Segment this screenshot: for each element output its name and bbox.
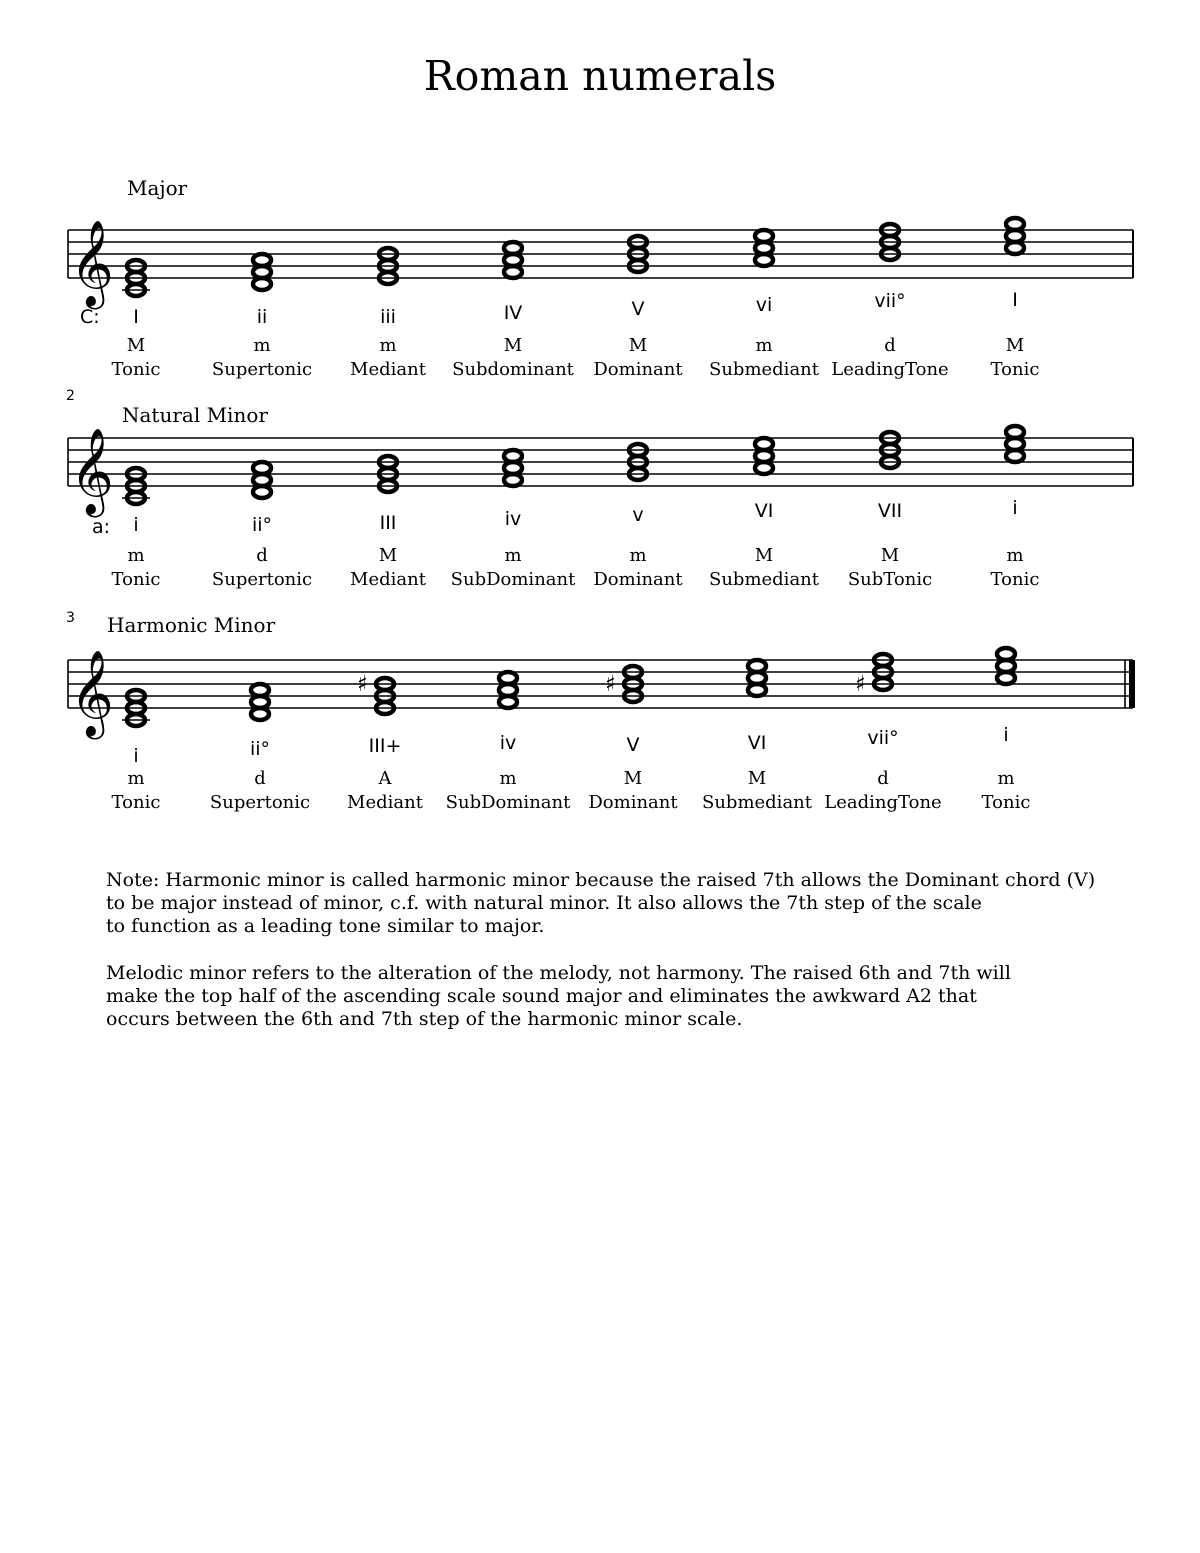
- chord: [755, 438, 773, 474]
- chord: [253, 462, 271, 498]
- chord-quality: M: [628, 335, 648, 356]
- whole-note: [253, 254, 271, 266]
- scale-function: SubTonic: [847, 569, 933, 590]
- chord: [748, 660, 766, 696]
- roman-numeral: vii°: [867, 727, 899, 749]
- whole-note: [997, 648, 1015, 660]
- staff: [0, 418, 1200, 518]
- chord-quality: M: [880, 545, 900, 566]
- whole-note: [251, 684, 269, 696]
- roman-numeral: iv: [499, 732, 517, 754]
- chord-quality: m: [1006, 545, 1024, 566]
- chord-quality: m: [379, 335, 397, 356]
- system-label: Natural Minor: [122, 403, 268, 427]
- staff: [0, 210, 1200, 310]
- scale-function: Mediant: [350, 359, 426, 380]
- scale-function: Dominant: [593, 359, 683, 380]
- roman-numeral: vi: [755, 294, 773, 316]
- chord: [997, 648, 1015, 684]
- system-label: Harmonic Minor: [107, 613, 276, 637]
- scale-function: Tonic: [990, 359, 1040, 380]
- scale-function: Tonic: [990, 569, 1040, 590]
- scale-function: Supertonic: [211, 359, 313, 380]
- whole-note: [504, 242, 522, 254]
- final-barline-thick: [1129, 660, 1135, 708]
- whole-note: [253, 462, 271, 474]
- roman-numeral: IV: [503, 302, 523, 324]
- scale-function: Dominant: [593, 569, 683, 590]
- chord-quality: d: [884, 335, 896, 356]
- scale-function: Tonic: [111, 359, 161, 380]
- roman-numeral: iii: [380, 306, 396, 328]
- roman-numeral: i: [133, 745, 139, 767]
- scale-function: Subdominant: [452, 359, 574, 380]
- chord-quality: m: [629, 545, 647, 566]
- chord-quality: m: [755, 335, 773, 356]
- notes: [106, 869, 1200, 1055]
- system-number: 2: [66, 388, 75, 404]
- sharp-icon: ♯: [855, 672, 866, 697]
- roman-numeral: V: [631, 298, 645, 320]
- roman-numeral: III: [379, 512, 397, 534]
- scale-function: SubDominant: [445, 792, 571, 813]
- whole-note: [499, 672, 517, 684]
- system-number: 3: [66, 610, 75, 626]
- treble-clef-icon: 𝄞: [70, 428, 114, 514]
- chord-quality: M: [378, 545, 398, 566]
- chord: [251, 684, 269, 720]
- treble-clef-icon: 𝄞: [70, 220, 114, 306]
- chord-quality: m: [997, 768, 1015, 789]
- staff: [0, 640, 1200, 740]
- chord-quality: M: [623, 768, 643, 789]
- sharp-icon: ♯: [357, 672, 368, 697]
- key-label: a:: [92, 516, 111, 538]
- chord-quality: m: [127, 768, 145, 789]
- scale-function: Tonic: [111, 792, 161, 813]
- chord-quality: m: [253, 335, 271, 356]
- roman-numeral: ii°: [251, 514, 273, 536]
- chord: [499, 672, 517, 708]
- chord: [504, 242, 522, 278]
- note-paragraph: Melodic minor refers to the alteration of the melody, not harmony. The raised 6th and 7th will make the top half of the ascending scale sound major and eliminates the awkward A2 that occurs between the 6th and 7th step of the harmonic minor scale.: [106, 962, 1011, 1030]
- treble-clef-icon: 𝄞: [70, 650, 114, 736]
- chord: [1006, 426, 1024, 462]
- sharp-icon: ♯: [605, 672, 616, 697]
- chord-quality: M: [126, 335, 146, 356]
- roman-numeral: iv: [504, 508, 522, 530]
- scale-function: Mediant: [347, 792, 423, 813]
- scale-function: Supertonic: [211, 569, 313, 590]
- chord: [755, 230, 773, 266]
- roman-numeral: V: [626, 734, 640, 756]
- scale-function: Tonic: [111, 569, 161, 590]
- whole-note: [1006, 426, 1024, 438]
- page-title: Roman numerals: [423, 52, 777, 100]
- whole-note: [748, 660, 766, 672]
- chord: [1006, 218, 1024, 254]
- roman-numeral: ii°: [249, 738, 271, 760]
- scale-function: Dominant: [588, 792, 678, 813]
- roman-numeral: i: [1012, 497, 1018, 519]
- chord-quality: M: [1005, 335, 1025, 356]
- roman-numeral: I: [1012, 289, 1018, 311]
- chord-quality: d: [877, 768, 889, 789]
- chord-quality: M: [747, 768, 767, 789]
- roman-numeral: VI: [754, 500, 774, 522]
- chord-quality: d: [254, 768, 266, 789]
- roman-numeral: VI: [747, 732, 767, 754]
- note-paragraph: Note: Harmonic minor is called harmonic minor because the raised 7th allows the Dominant chord (V) to be major instead of minor, c.f. with natural minor. It also allows the 7th step of the scale to function as a leading tone similar to major.: [106, 869, 1096, 937]
- whole-note: [755, 230, 773, 242]
- whole-note: [755, 438, 773, 450]
- chord-quality: A: [378, 768, 392, 789]
- chord-quality: m: [504, 545, 522, 566]
- roman-numeral: I: [133, 306, 139, 328]
- system-label: Major: [127, 176, 188, 200]
- chord-quality: m: [127, 545, 145, 566]
- chord-quality: M: [503, 335, 523, 356]
- roman-numeral: ii: [256, 306, 268, 328]
- scale-function: Submediant: [708, 359, 820, 380]
- chord-quality: d: [256, 545, 268, 566]
- scale-function: Mediant: [350, 569, 426, 590]
- chord: [253, 254, 271, 290]
- roman-numeral: vii°: [874, 290, 906, 312]
- scale-function: Supertonic: [209, 792, 311, 813]
- scale-function: SubDominant: [450, 569, 576, 590]
- chord-quality: m: [499, 768, 517, 789]
- scale-function: Submediant: [708, 569, 820, 590]
- chord: [504, 450, 522, 486]
- roman-numeral: v: [632, 504, 644, 526]
- roman-numeral: III+: [368, 735, 402, 757]
- roman-numeral: VII: [877, 500, 903, 522]
- chord-quality: M: [754, 545, 774, 566]
- scale-function: LeadingTone: [831, 359, 949, 380]
- scale-function: Tonic: [981, 792, 1031, 813]
- whole-note: [504, 450, 522, 462]
- whole-note: [1006, 218, 1024, 230]
- roman-numeral: i: [133, 514, 139, 536]
- roman-numeral: i: [1003, 724, 1009, 746]
- key-label: C:: [80, 306, 100, 328]
- scale-function: LeadingTone: [824, 792, 942, 813]
- scale-function: Submediant: [701, 792, 813, 813]
